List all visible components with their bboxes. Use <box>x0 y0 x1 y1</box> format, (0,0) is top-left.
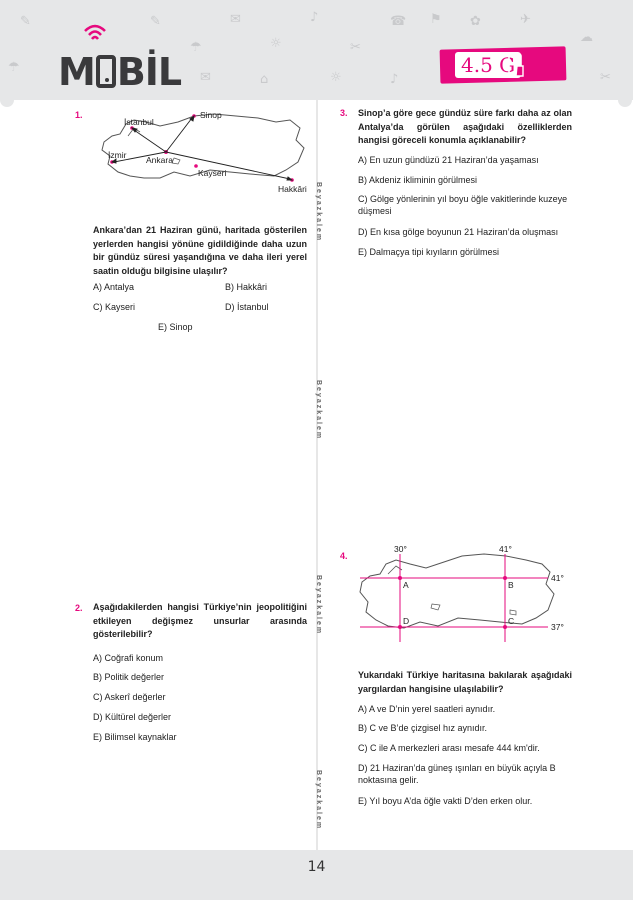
page-footer <box>0 850 633 900</box>
answer-option-b[interactable]: B) Hakkâri <box>225 282 268 292</box>
question-number: 3. <box>340 108 348 118</box>
answer-option-b[interactable]: B) C ve B’de çizgisel hız aynıdır. <box>358 723 488 733</box>
doodle-icon: ☼ <box>330 70 342 85</box>
svg-text:D: D <box>403 616 410 626</box>
doodle-icon: ☁ <box>580 30 593 45</box>
answer-option-a[interactable]: A) En uzun gündüzü 21 Haziran’da yaşaması <box>358 155 539 165</box>
answer-option-c[interactable]: C) Askerî değerler <box>93 692 166 702</box>
doodle-icon: ✈ <box>520 12 531 27</box>
doodle-icon: ✿ <box>470 14 481 29</box>
svg-text:Sinop: Sinop <box>200 110 222 120</box>
svg-text:Ankara: Ankara <box>146 155 173 165</box>
point-a-marker <box>398 576 402 580</box>
answer-option-b[interactable]: B) Akdeniz ikliminin görülmesi <box>358 175 478 185</box>
svg-text:A: A <box>403 580 409 590</box>
answer-option-e[interactable]: E) Sinop <box>158 322 193 332</box>
answer-option-d[interactable]: D) En kısa gölge boyunun 21 Haziran’da oluşması <box>358 227 559 237</box>
answer-option-e[interactable]: E) Bilimsel kaynaklar <box>93 732 177 742</box>
answer-option-e[interactable]: E) Dalmaçya tipi kıyıların görülmesi <box>358 247 500 257</box>
turkey-grid-map-figure <box>350 542 582 647</box>
edition-badge-label: 4.5 G <box>455 52 521 78</box>
answer-option-a[interactable]: A) A ve D’nin yerel saatleri aynıdır. <box>358 704 496 714</box>
answer-option-a[interactable]: A) Coğrafi konum <box>93 653 164 663</box>
point-b-marker <box>503 576 507 580</box>
question-number: 2. <box>75 603 83 613</box>
svg-text:41°: 41° <box>499 544 512 554</box>
question-text: Yukarıdaki Türkiye haritasına bakılarak aşağıdaki yargılardan hangisine ulaşılabilir? <box>358 670 572 694</box>
page-number: 14 <box>307 859 326 875</box>
doodle-icon: ☂ <box>190 40 202 55</box>
turkey-map-figure <box>90 106 310 196</box>
page-tab <box>618 93 632 107</box>
question-text: Aşağıdakilerden hangisi Türkiye’nin jeopolitiğini etkileyen değişmez unsurlar arasında gösterilebilir? <box>93 602 307 639</box>
doodle-icon: ✉ <box>200 70 211 85</box>
answer-option-e[interactable]: E) Yıl boyu A’da öğle vakti D’den erken olur. <box>358 796 533 806</box>
answer-option-c[interactable]: C) Gölge yönlerinin yıl boyu öğle vakitlerinde kuzeye düşmesi <box>358 194 568 216</box>
sidebar-brand-text: Beyazkalem <box>315 770 322 831</box>
phone-touch-icon <box>507 52 527 78</box>
question-text: Ankara’dan 21 Haziran günü, haritada gösterilen yerlerden hangisi yönüne gidildiğinde daha uzun bir gündüz süresi yaşandığına ve daha ileri yerel saatin olduğu bilgisine ulaşılır? <box>93 225 307 276</box>
sidebar-brand-text: Beyazkalem <box>315 380 322 441</box>
answer-option-c[interactable]: C) Kayseri <box>93 302 136 312</box>
doodle-icon: ⚑ <box>430 12 442 27</box>
doodle-icon: ✂ <box>600 70 611 85</box>
answer-option-c[interactable]: C) C ile A merkezleri arası mesafe 444 km'dir. <box>358 743 540 753</box>
svg-text:B: B <box>508 580 514 590</box>
doodle-icon: ✉ <box>230 12 241 27</box>
sidebar-brand-text: Beyazkalem <box>315 575 322 636</box>
wifi-icon <box>82 20 108 44</box>
brand-logo: M BİL <box>58 50 182 94</box>
doodle-icon: ☼ <box>270 36 282 51</box>
doodle-icon: ☎ <box>390 14 407 29</box>
svg-text:İstanbul: İstanbul <box>124 117 154 127</box>
svg-text:Kayseri: Kayseri <box>198 168 227 178</box>
doodle-icon: ✎ <box>20 14 31 29</box>
answer-option-d[interactable]: D) Kültürel değerler <box>93 712 172 722</box>
page-tab <box>0 93 14 107</box>
doodle-icon: ☂ <box>8 60 20 75</box>
answer-option-d[interactable]: D) 21 Haziran’da güneş ışınları en büyük açıyla B noktasına gelir. <box>358 763 556 785</box>
point-c-marker <box>503 625 507 629</box>
svg-text:41°: 41° <box>551 573 564 583</box>
svg-text:Hakkâri: Hakkâri <box>278 184 307 194</box>
point-d-marker <box>398 625 402 629</box>
doodle-icon: ♪ <box>310 10 319 25</box>
answer-option-d[interactable]: D) İstanbul <box>225 302 269 312</box>
question-text: Sinop’a göre gece gündüz süre farkı daha az olan Antalya’da görülen aşağıdaki özelliklerden hangisi göreceli konumla açıklanabilir? <box>358 108 572 145</box>
doodle-icon: ♪ <box>390 72 399 87</box>
sidebar-brand-text: Beyazkalem <box>315 182 322 243</box>
svg-text:30°: 30° <box>394 544 407 554</box>
question-number: 4. <box>340 551 348 561</box>
doodle-icon: ⌂ <box>260 72 269 87</box>
doodle-icon: ✎ <box>150 14 161 29</box>
svg-text:İzmir: İzmir <box>108 150 127 160</box>
svg-text:C: C <box>508 616 515 626</box>
doodle-icon: ✂ <box>350 40 361 55</box>
answer-option-a[interactable]: A) Antalya <box>93 282 135 292</box>
answer-option-b[interactable]: B) Politik değerler <box>93 672 165 682</box>
svg-text:37°: 37° <box>551 622 564 632</box>
question-number: 1. <box>75 110 83 120</box>
